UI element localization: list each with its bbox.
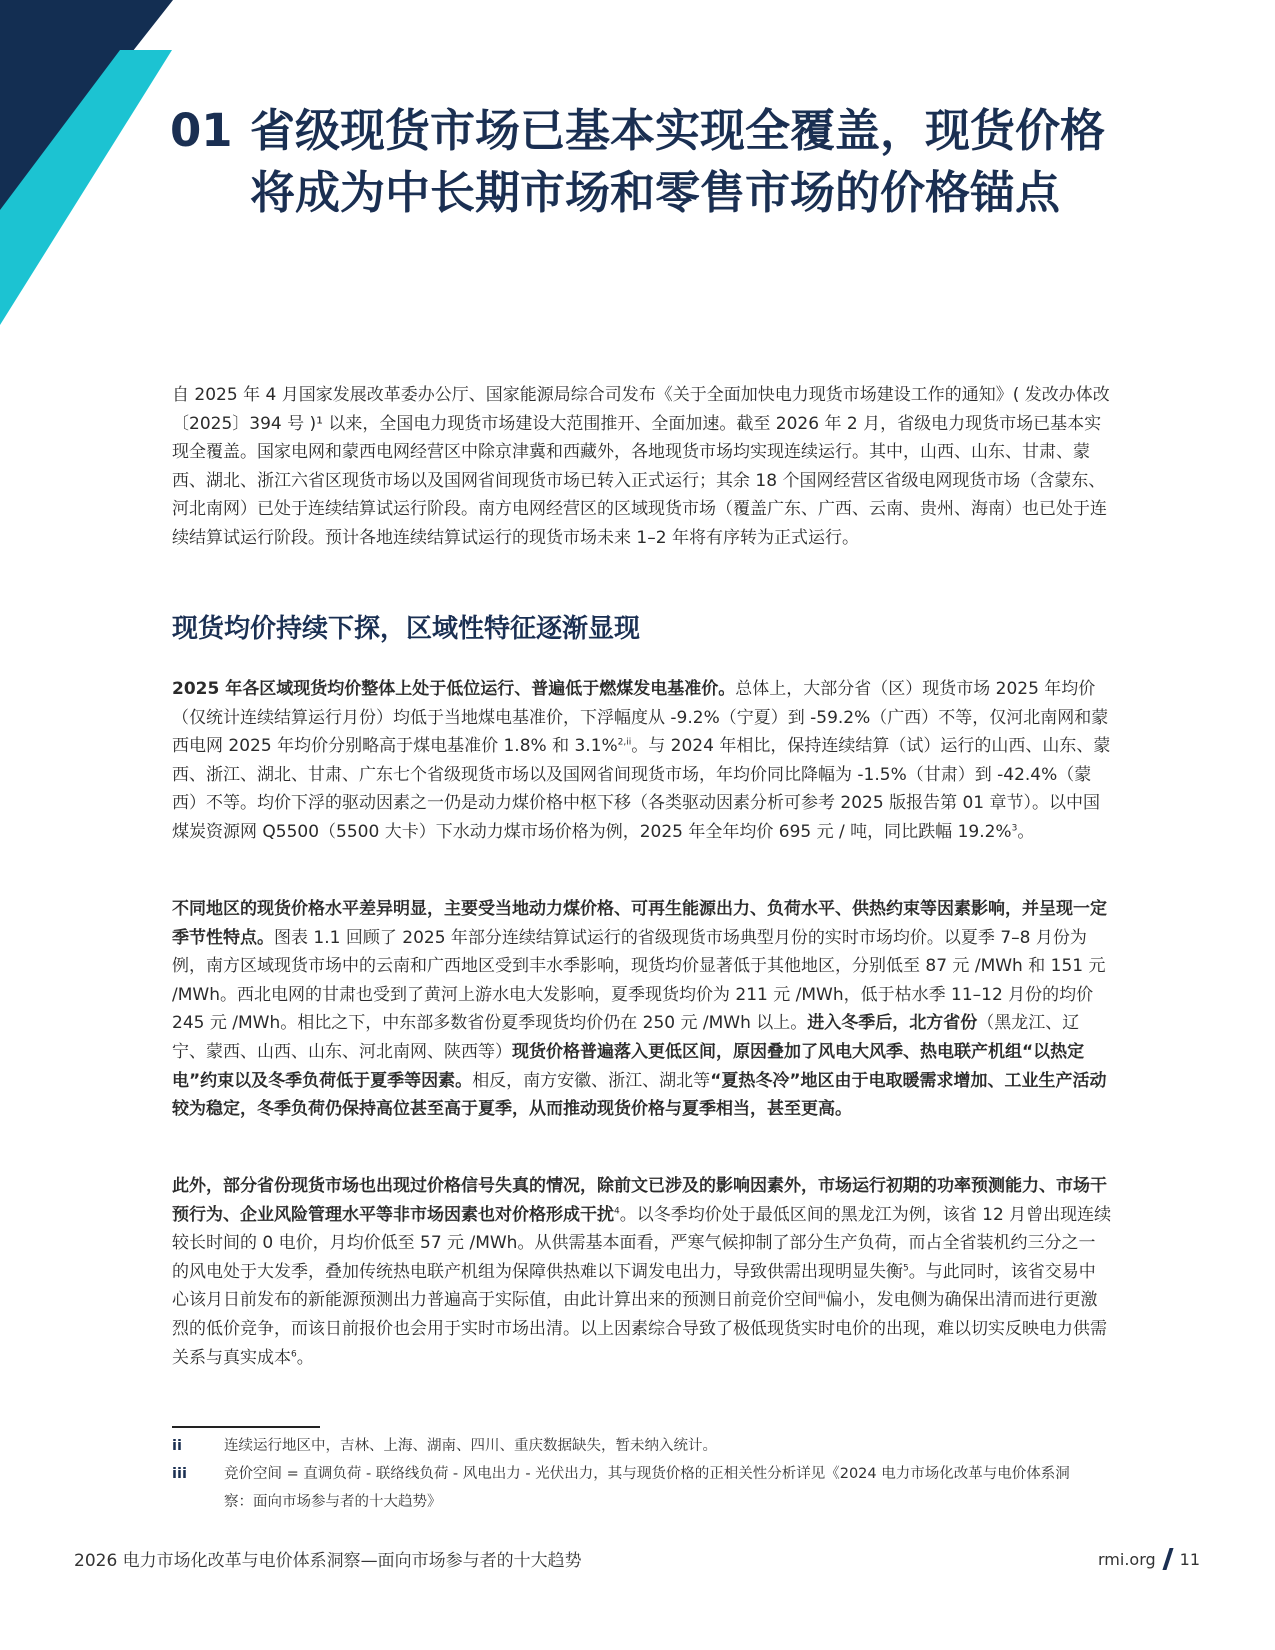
footnote-ref: iii: [818, 1291, 826, 1302]
chapter-number: 01: [170, 104, 233, 157]
footnote-ref: 6: [291, 1348, 297, 1359]
footer-report-title: 2026 电力市场化改革与电价体系洞察—面向市场参与者的十大趋势: [74, 1551, 582, 1571]
paragraph-2-text-c: 相反，南方安徽、浙江、湖北等: [472, 1070, 711, 1091]
paragraph-3-text-c: 偏小，发电侧为确保出清而进行更激烈的低价竞争，而该日前报价也会用于实时市场出清。以上因素综合导致了极低现货实时电价的出现，难以切实反映电力供需关系与真实成本: [172, 1290, 1107, 1368]
section-heading: 现货均价持续下探，区域性特征逐渐显现: [172, 614, 641, 644]
paragraph-1-text-b: 。与 2024 年相比，保持连续结算（试）运行的山西、山东、蒙西、浙江、湖北、甘肃、广东七个省级现货市场以及国网省间现货市场，年均价同比降幅为 -1.5%（甘肃）到 -42.4%（蒙西）不等。均价下浮的驱动因素之一仍是动力煤价格中枢下移（各类驱动因素分析可参考 2025 版报告第 01 章节）。以中国煤炭资源网 Q5500（5500 大卡）下水动力煤市场价格为例，2025 年全年均价 695 元 / 吨，同比跌幅 19.2%: [172, 736, 1111, 842]
footnote-mark: iii: [172, 1466, 187, 1482]
paragraph-2-bold-c: 现货价格普遍落入更低区间，原因叠加了风电大风季、热电联产机组“以热定电”约束以及冬季负荷低于夏季等因素。: [172, 1041, 1085, 1091]
footnote-ref: 5: [903, 1263, 909, 1274]
footnote-divider: [172, 1426, 320, 1428]
paragraph-2-text-b: （黑龙江、辽宁、蒙西、山西、山东、河北南网、陕西等）: [172, 1013, 1080, 1062]
intro-paragraph: 自 2025 年 4 月国家发展改革委办公厅、国家能源局综合司发布《关于全面加快电力现货市场建设工作的通知》( 发改办体改〔2025〕394 号 )¹ 以来，全国电力现货市场建设大范围推开、全面加速。截至 2026 年 2 月，省级电力现货市场已基本实现全覆盖。国家电网和蒙西电网经营区中除京津冀和西藏外，各地现货市场均实现连续运行。其中，山西、山东、甘肃、蒙西、湖北、浙江六省区现货市场以及国网省间现货市场已转入正式运行；其余 18 个国网经营区省级电网现货市场（含蒙东、河北南网）已处于连续结算试运行阶段。南方电网经营区的区域现货市场（覆盖广东、广西、云南、贵州、海南）也已处于连续结算试运行阶段。预计各地连续结算试运行的现货市场未来 1–2 年将有序转为正式运行。: [172, 385, 1110, 548]
footnote-text: 竞价空间 = 直调负荷 - 联络线负荷 - 风电出力 - 光伏出力，其与现货价格的正相关性分析详见《2024 电力市场化改革与电价体系洞察：面向市场参与者的十大趋势》: [224, 1466, 1070, 1510]
footnote-ref: 2,ii: [617, 737, 632, 748]
paragraph-2-bold-b: 进入冬季后，北方省份: [807, 1013, 978, 1034]
corner-decoration: [0, 0, 180, 330]
paragraph-2-lead: 不同地区的现货价格水平差异明显，主要受当地动力煤价格、可再生能源出力、负荷水平、供热约束等因素影响，并呈现一定季节性特点。: [172, 899, 1107, 948]
footnote-text: 连续运行地区中，吉林、上海、湖南、四川、重庆数据缺失，暂未纳入统计。: [224, 1438, 717, 1454]
paragraph-3-text-d: 。: [296, 1347, 314, 1368]
footnote-ref: 4: [614, 1205, 620, 1216]
page-number: 11: [1179, 1549, 1200, 1569]
paragraph-3: [172, 1172, 1112, 1372]
paragraph-1-lead: 2025 年各区域现货均价整体上处于低位运行、普遍低于燃煤发电基准价。: [172, 679, 736, 699]
paragraph-2: [172, 895, 1112, 1124]
footer-site-link[interactable]: rmi.org: [1097, 1549, 1156, 1569]
paragraph-1: [172, 675, 1112, 847]
paragraph-3-lead: 此外，部分省份现货市场也出现过价格信号失真的情况，除前文已涉及的影响因素外，市场运行初期的功率预测能力、市场干预行为、企业风险管理水平等非市场因素也对价格形成干扰: [172, 1176, 1107, 1225]
paragraph-2-bold-d: “夏热冬冷”地区由于电取暖需求增加、工业生产活动较为稳定，冬季负荷仍保持高位甚至高于夏季，从而推动现货价格与夏季相当，甚至更高。: [172, 1070, 1107, 1120]
paragraph-1-text-c: 。: [1017, 821, 1035, 842]
slash-divider-icon: [1162, 1548, 1173, 1570]
chapter-title-text: 省级现货市场已基本实现全覆盖，现货价格将成为中长期市场和零售市场的价格锚点: [250, 104, 1106, 219]
paragraph-1-text-a: 总体上，大部分省（区）现货市场 2025 年均价（仅统计连续结算运行月份）均低于当地煤电基准价，下浮幅度从 -9.2%（宁夏）到 -59.2%（广西）不等，仅河北南网和蒙西电网 2025 年均价分别略高于煤电基准价 1.8% 和 3.1%: [172, 679, 1109, 757]
footer-page-info: [1098, 1548, 1200, 1570]
footnote-mark: ii: [172, 1438, 182, 1454]
paragraph-2-text-a: 图表 1.1 回顾了 2025 年部分连续结算试运行的省级现货市场典型月份的实时市场均价。以夏季 7–8 月份为例，南方区域现货市场中的云南和广西地区受到丰水季影响，现货均价显著低于其他地区，分别低至 87 元 /MWh 和 151 元 /MWh。西北电网的甘肃也受到了黄河上游水电大发影响，夏季现货均价为 211 元 /MWh，低于枯水季 11–12 月份的均价 245 元 /MWh。相比之下，中东部多数省份夏季现货均价仍在 250 元 /MWh 以上。: [172, 927, 1106, 1034]
paragraph-3-text-b: 。与此同时，该省交易中心该月日前发布的新能源预测出力普遍高于实际值，由此计算出来的预测日前竞价空间: [172, 1261, 1096, 1311]
paragraph-3-text-a: 。以冬季均价处于最低区间的黑龙江为例，该省 12 月曾出现连续较长时间的 0 电价，月均价低至 57 元 /MWh。从供需基本面看，严寒气候抑制了部分生产负荷，而占全省装机约三分之一的风电处于大发季，叠加传统热电联产机组为保障供热难以下调发电出力，导致供需出现明显失衡: [172, 1204, 1112, 1282]
footnote-ref: 3: [1011, 823, 1018, 834]
